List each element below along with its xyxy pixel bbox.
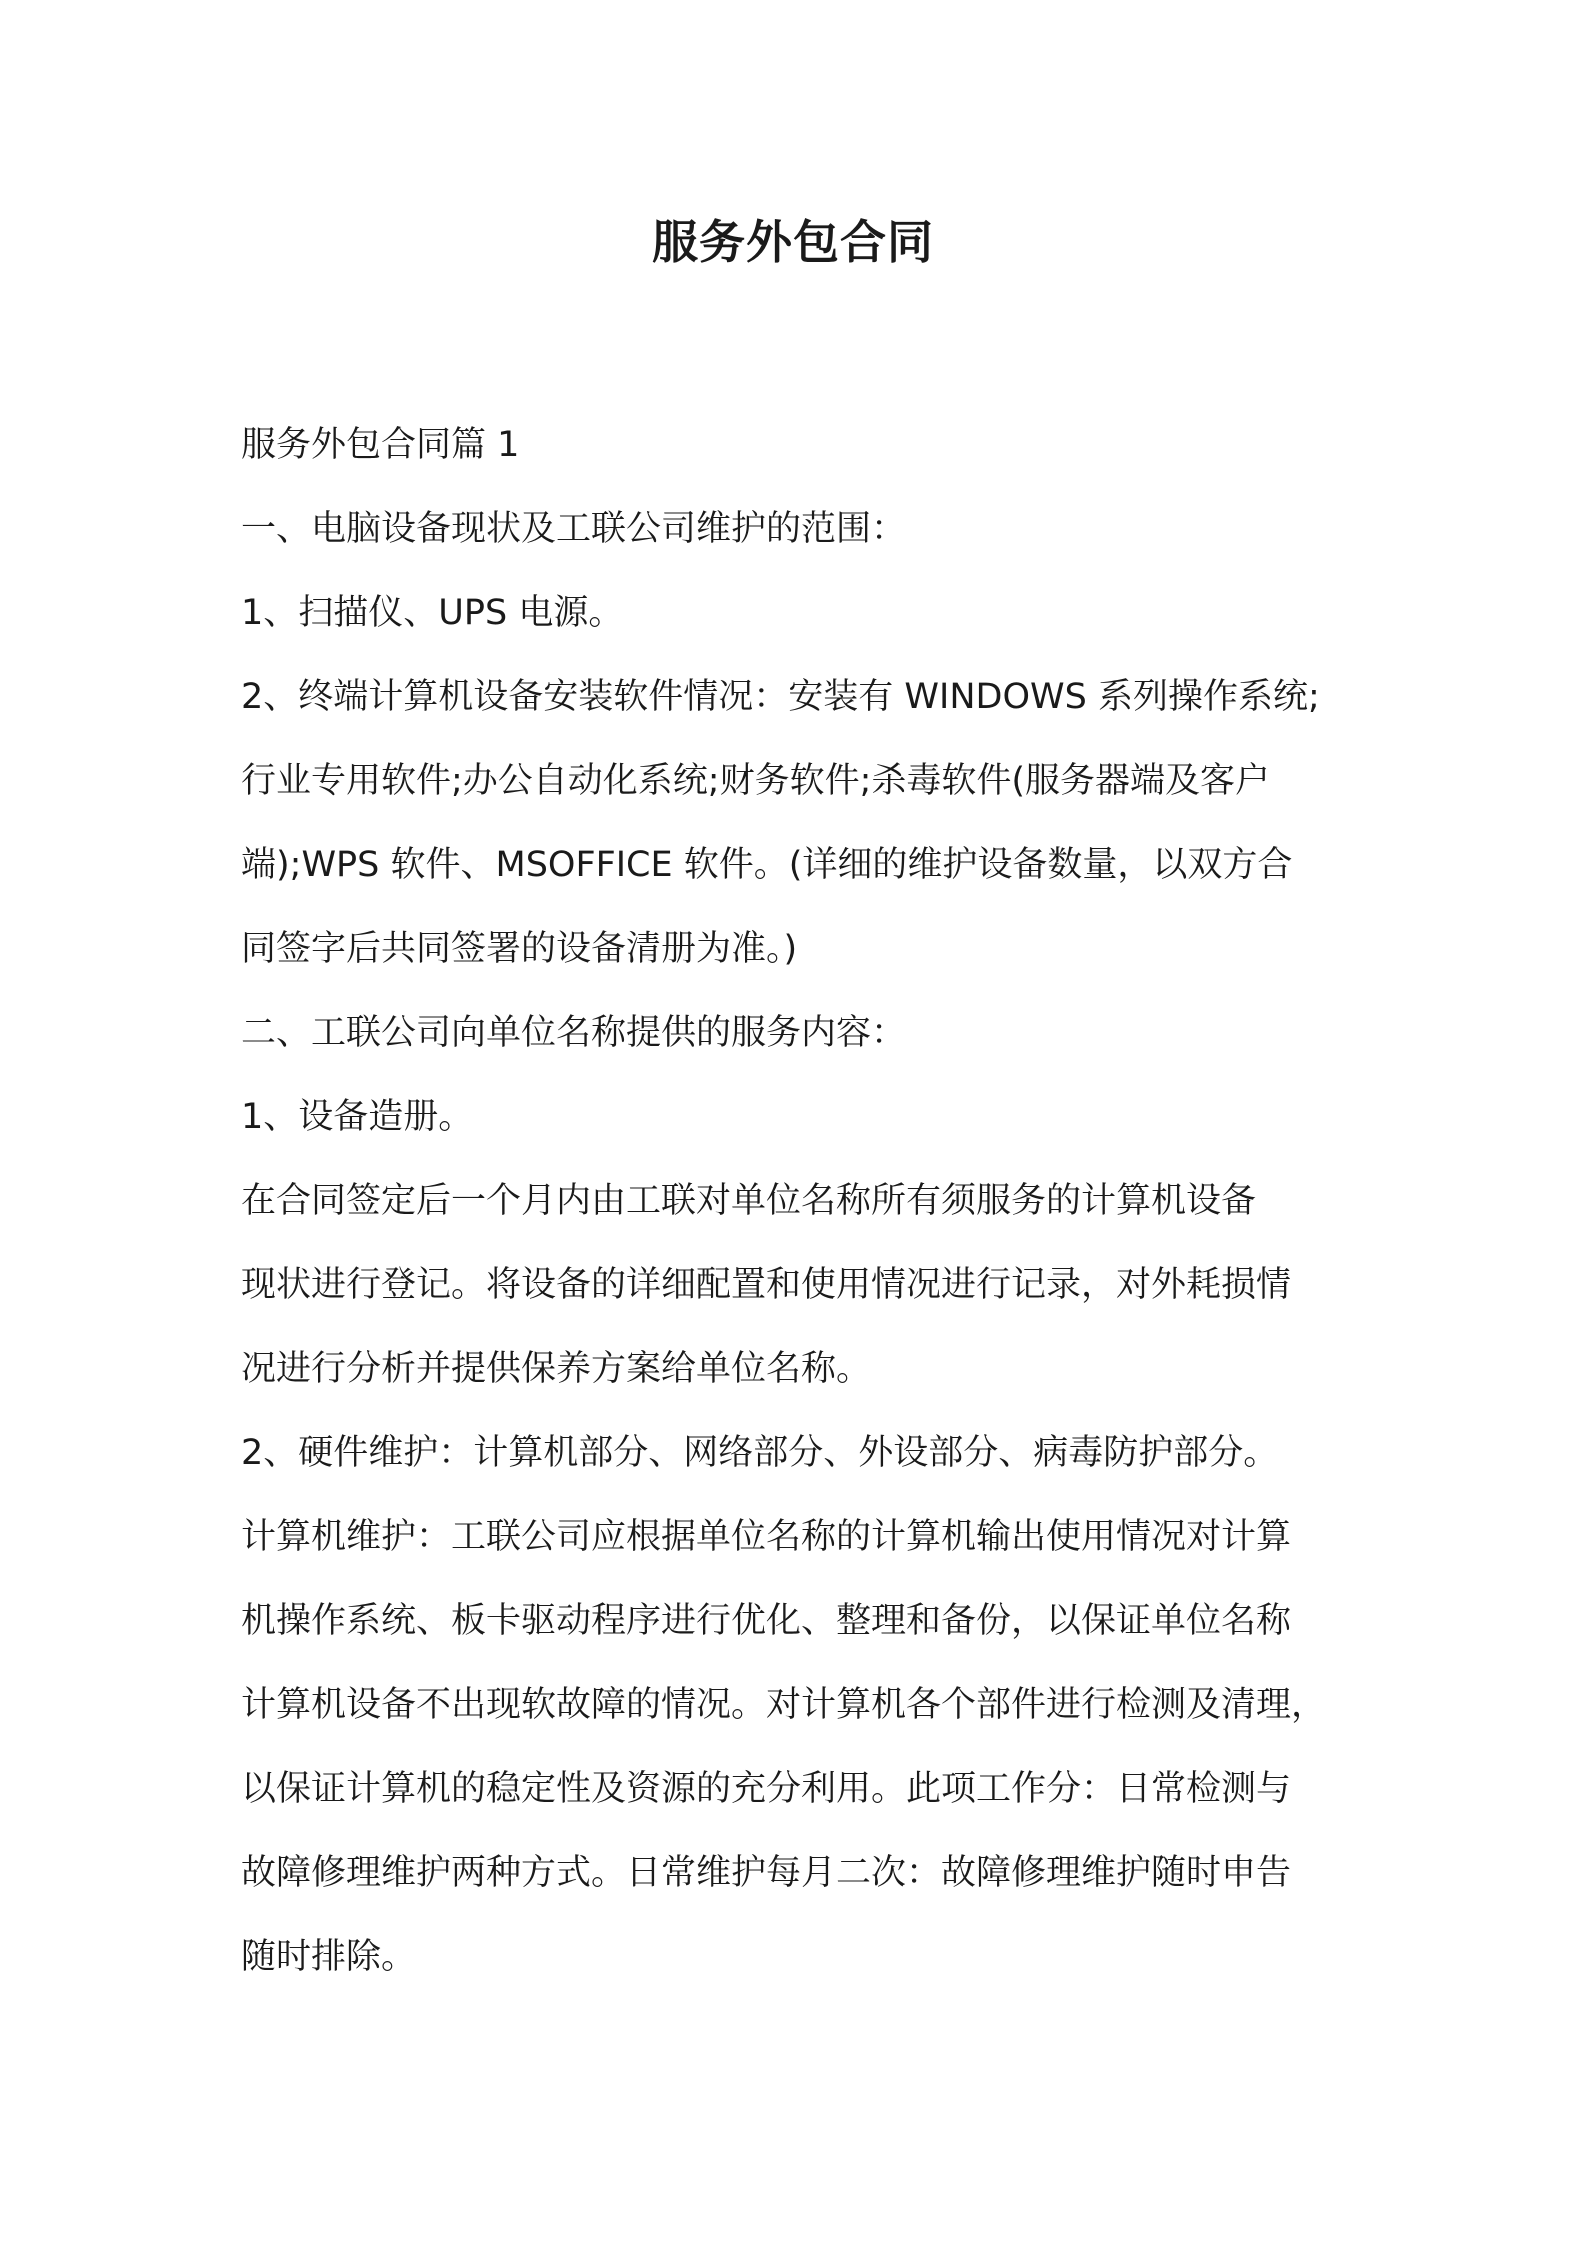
text-line: 故障修理维护两种方式。日常维护每月二次：故障修理维护随时申告 xyxy=(241,1853,1292,1893)
text-line: 一、电脑设备现状及工联公司维护的范围： xyxy=(241,509,907,549)
text-line: 以保证计算机的稳定性及资源的充分利用。此项工作分：日常检测与 xyxy=(241,1769,1292,1809)
text-line: 2、终端计算机设备安装软件情况：安装有 WINDOWS 系列操作系统; xyxy=(241,677,1320,717)
text-line: 在合同签定后一个月内由工联对单位名称所有须服务的计算机设备 xyxy=(241,1181,1257,1221)
document-body xyxy=(241,403,1361,1999)
text-line: 计算机设备不出现软故障的情况。对计算机各个部件进行检测及清理， xyxy=(241,1685,1327,1725)
text-line: 计算机维护：工联公司应根据单位名称的计算机输出使用情况对计算 xyxy=(241,1517,1292,1557)
text-line: 1、设备造册。 xyxy=(241,1097,474,1137)
text-line: 二、工联公司向单位名称提供的服务内容： xyxy=(241,1013,907,1053)
text-line: 现状进行登记。将设备的详细配置和使用情况进行记录，对外耗损情 xyxy=(241,1265,1292,1305)
text-line: 端);WPS 软件、MSOFFICE 软件。(详细的维护设备数量，以双方合 xyxy=(241,845,1293,885)
text-line: 1、扫描仪、UPS 电源。 xyxy=(241,593,624,633)
section-heading: 服务外包合同篇 1 xyxy=(241,425,520,465)
text-line: 同签字后共同签署的设备清册为准。) xyxy=(241,929,798,969)
text-line: 2、硬件维护：计算机部分、网络部分、外设部分、病毒防护部分。 xyxy=(241,1433,1279,1473)
text-line: 况进行分析并提供保养方案给单位名称。 xyxy=(241,1349,872,1389)
document-title: 服务外包合同 xyxy=(652,215,934,269)
text-line: 机操作系统、板卡驱动程序进行优化、整理和备份，以保证单位名称 xyxy=(241,1601,1292,1641)
text-line: 随时排除。 xyxy=(241,1937,417,1977)
text-line: 行业专用软件;办公自动化系统;财务软件;杀毒软件(服务器端及客户 xyxy=(241,761,1271,801)
